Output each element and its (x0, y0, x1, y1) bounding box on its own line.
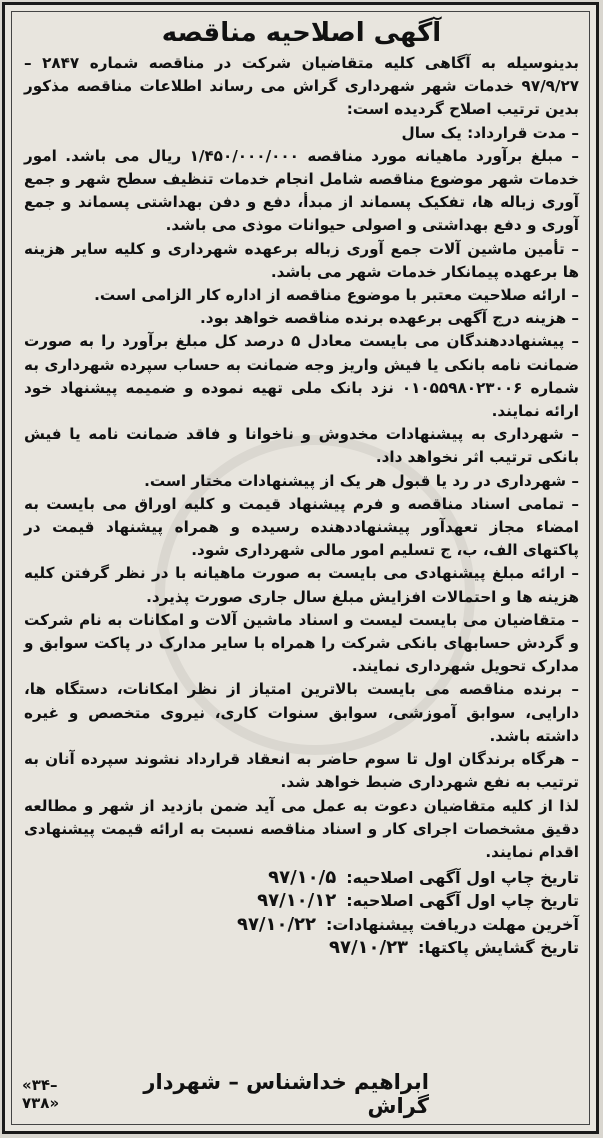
date-value: ۹۷/۱۰/۲۳ (328, 936, 409, 958)
date-label: آخرین مهلت دریافت پیشنهادات: (326, 914, 579, 934)
paragraph-ad-cost: – هزینه درج آگهی برعهده برنده مناقصه خواهد بود. (200, 309, 579, 328)
notice-body (24, 52, 579, 959)
notice-inner-border (11, 11, 590, 1125)
date-value: ۹۷/۱۰/۵ (268, 867, 337, 889)
notice-footer (22, 1070, 579, 1118)
paragraph-forfeit: – هرگاه برندگان اول تا سوم حاضر به انعقاد قرارداد نشوند سپرده آنان به ترتیب به نفع شهرداری ضبط خواهد شد. (24, 750, 579, 792)
date-row (24, 913, 579, 936)
notice-title: آگهی اصلاحیه مناقصه (161, 18, 442, 48)
dates-list (24, 866, 579, 959)
notice-frame (2, 2, 599, 1134)
paragraph-guarantee: – پیشنهاددهندگان می بایست معادل ۵ درصد کل مبلغ برآورد را به صورت ضمانت نامه بانکی یا فیش واریز وجه ضمانت به حساب سپرده شهرداری به شماره ۰۱۰۵۵۹۸۰۲۳۰۰۶ نزد بانک ملی تهیه نموده و ضمیمه پیشنهاد خود ارائه نمایند. (24, 332, 579, 421)
date-row (24, 936, 579, 959)
paragraph-machinery: – تأمین ماشین آلات جمع آوری زباله برعهده شهرداری و کلیه سایر هزینه ها برعهده پیمانکار خدمات شهر می باشد. (24, 239, 579, 281)
paragraph-monthly-bid: – ارائه مبلغ پیشنهادی می بایست به صورت ماهیانه با در نظر گرفتن کلیه هزینه ها و احتمالات افزایش مبلغ سال جاری صورت پذیرد. (24, 564, 579, 606)
date-row (24, 866, 579, 889)
paragraph-invalid-bids: – شهرداری به پیشنهادات مخدوش و ناخوانا و فاقد ضمانت نامه یا فیش بانکی ترتیب اثر نخواهد داد. (24, 425, 579, 467)
paragraph-winner-score: – برنده مناقصه می بایست بالاترین امتیاز از نظر امکانات، دستگاه ها، دارایی، سوابق آموزشی، سوابق سنوات کاری، نیروی متخصص و غیره داشته باشد. (24, 680, 579, 745)
paragraph-intro: بدینوسیله به آگاهی کلیه متقاضیان شرکت در مناقصه شماره ۲۸۴۷ – ۹۷/۹/۲۷ خدمات شهر شهرداری گراش می رساند اطلاعات مناقصه مذکور بدین ترتیب اصلاح گردیده است: (24, 54, 579, 119)
paragraph-estimate: – مبلغ برآورد ماهیانه مورد مناقصه ۱/۴۵۰/۰۰۰/۰۰۰ ریال می باشد. امور خدمات شهر موضوع مناقصه شامل انجام خدمات تنظیف سطح شهر و جمع آوری زباله ها، تفکیک پسماند از مبدأ، دفع و دفن بهداشتی پسماند و جمع آوری و دفع بهداشتی و اصولی حیوانات موذی می باشد. (24, 146, 579, 235)
ad-code: «۳۴–۷۳۸» (22, 1076, 60, 1112)
paragraph-invitation: لذا از کلیه متقاضیان دعوت به عمل می آید ضمن بازدید از شهر و مطالعه دقیق مشخصات اجرای کار و اسناد مناقصه نسبت به ارائه قیمت پیشنهادی اقدام نمایند. (24, 796, 579, 861)
paragraph-duration: – مدت قرارداد: یک سال (401, 123, 579, 142)
paragraph-rejection-right: – شهرداری در رد یا قبول هر یک از پیشنهادات مختار است. (144, 471, 579, 490)
date-label: تاریخ گشایش پاکتها: (418, 937, 579, 957)
paragraph-qualification: – ارائه صلاحیت معتبر با موضوع مناقصه از اداره کار الزامی است. (94, 286, 579, 305)
date-value: ۹۷/۱۰/۱۲ (257, 890, 337, 912)
paragraph-documents: – تمامی اسناد مناقصه و فرم پیشنهاد قیمت و کلیه اوراق می بایست به امضاء مجاز تعهدآور پیشنهاددهنده رسیده و همراه پیشنهاد قیمت در پاکتهای الف، ب، ج تسلیم امور مالی شهرداری شود. (24, 494, 579, 560)
date-label: تاریخ چاپ اول آگهی اصلاحیه: (346, 868, 579, 888)
date-row (24, 889, 579, 912)
date-value: ۹۷/۱۰/۲۲ (236, 913, 317, 935)
date-label: تاریخ چاپ اول آگهی اصلاحیه: (346, 891, 579, 911)
paragraph-machinery-list: – متقاضیان می بایست لیست و اسناد ماشین آلات و امکانات به نام شرکت و گردش حسابهای بانکی شرکت را همراه با سایر مدارک در پاکت سوابق و مدارک تحویل شهرداری نمایند. (24, 610, 579, 676)
signature: ابراهیم خداشناس – شهردار گراش (143, 1070, 429, 1118)
